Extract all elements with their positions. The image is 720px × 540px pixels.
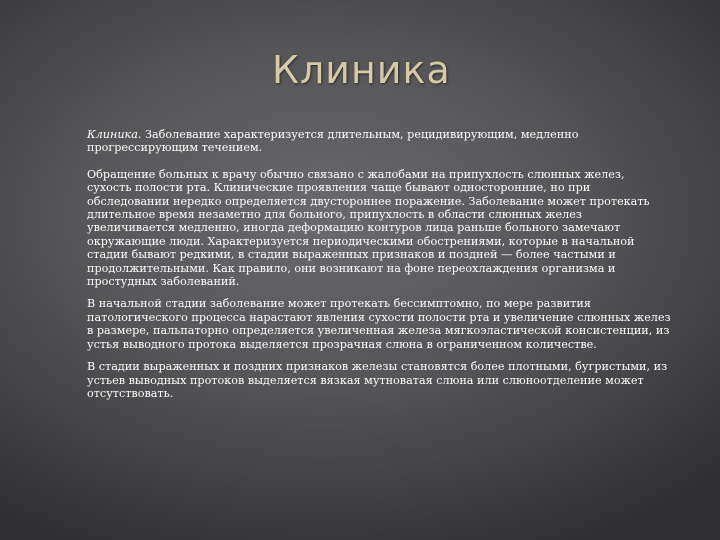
slide-body [62,128,672,409]
intro-term: Клиника. [87,128,142,141]
paragraph-1: Обращение больных к врачу обычно связано с жалобами на припухлость слюнных желез, сухость полости рта. Клинические проявления чаще бывают односторонние, но при обследовании нередко определяется двустороннее поражение. Заболевание может протекать длительное время незаметно для больного, припухлость в области слюнных желез увеличивается медленно, иногда деформацию контуров лица раньше больного замечают окружающие люди. Характеризуется периодическими обострениями, которые в начальной стадии бывают редкими, в стадии выраженных признаков и поздней — более частыми и продолжительными. Как правило, они возникают на фоне переохлаждения организма и простудных заболеваний. [87,167,650,289]
paragraph-3: В стадии выраженных и поздних признаков железы становятся более плотными, бугристыми, из устьев выводных протоков выделяется вязкая мутноватая слюна или слюноотделение может отсутствовать. [87,360,668,400]
intro-text: Заболевание характеризуется длительным, рецидивирующим, медленно прогрессирующим течением. [87,128,579,155]
slide-title: Клиника [272,48,451,92]
paragraph-2: В начальной стадии заболевание может протекать бессимптомно, по мере развития патологического процесса нарастают явления сухости полости рта и увеличение слюнных желез в размере, пальпаторно определяется увеличенная железа мягкоэластической консистенции, из устья выводного протока выделяется прозрачная слюна в ограниченном количестве. [87,297,671,351]
bullet-item [62,128,672,155]
